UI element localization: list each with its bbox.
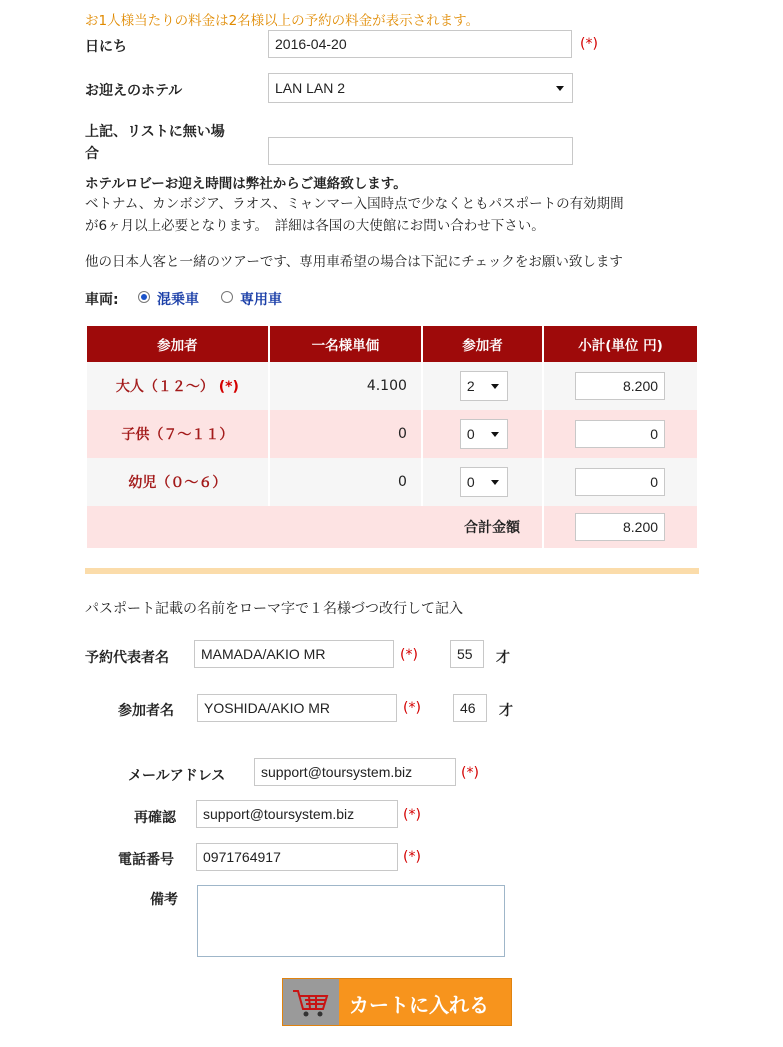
chevron-down-icon <box>491 384 499 389</box>
tour-note: 他の日本人客と一緒のツアーです、専用車希望の場合は下記にチェックをお願い致します <box>85 254 623 270</box>
shopping-cart-icon <box>283 979 339 1025</box>
hotel-select[interactable] <box>268 73 573 103</box>
date-label: 日にち <box>85 39 127 55</box>
qty-select[interactable] <box>460 419 508 449</box>
row-qty-cell <box>423 362 542 410</box>
participant-age-input[interactable] <box>453 694 487 722</box>
header-subtotal: 小計(単位 円) <box>544 326 697 362</box>
row-qty-cell <box>423 410 542 458</box>
row-price: 0 <box>270 458 421 506</box>
phone-label: 電話番号 <box>118 852 174 868</box>
vehicle-label: 車両: <box>85 292 119 308</box>
date-input[interactable] <box>268 30 572 58</box>
row-subtotal-cell <box>544 458 697 506</box>
rep-age-input[interactable] <box>450 640 484 668</box>
total-cell <box>544 506 697 548</box>
row-subtotal-cell <box>544 362 697 410</box>
phone-input[interactable] <box>196 843 398 871</box>
vehicle-radio-private[interactable] <box>221 291 233 303</box>
subtotal-field: 0 <box>575 468 665 496</box>
row-category-label: 大人（１２～） <box>115 379 214 395</box>
row-qty-cell <box>423 458 542 506</box>
hotel-other-label-line2: 合 <box>85 146 99 162</box>
table-row <box>87 458 697 506</box>
participant-label: 参加者名 <box>118 703 174 719</box>
phone-required: (*) <box>403 849 421 865</box>
passport-note-line1: ベトナム、カンボジア、ラオス、ミャンマー入国時点で少なくともパスポートの有効期間 <box>85 196 624 212</box>
qty-select[interactable] <box>460 467 508 497</box>
participant-age-unit: 才 <box>499 703 513 719</box>
hotel-label: お迎えのホテル <box>85 83 183 99</box>
hotel-other-label <box>85 121 225 165</box>
email-confirm-required: (*) <box>403 807 421 823</box>
price-notice: お1人様当たりの料金は2名様以上の予約の料金が表示されます。 <box>85 13 480 29</box>
participant-required: (*) <box>403 700 421 716</box>
table-total-row <box>87 506 697 548</box>
vehicle-option-private[interactable]: 専用車 <box>240 292 282 308</box>
total-label: 合計金額 <box>87 506 542 548</box>
fare-table <box>85 326 699 548</box>
hotel-other-input[interactable] <box>268 137 573 165</box>
qty-value: 0 <box>466 426 475 442</box>
header-participant: 参加者 <box>87 326 268 362</box>
table-row <box>87 362 697 410</box>
row-price: 0 <box>270 410 421 458</box>
qty-select[interactable] <box>460 371 508 401</box>
table-row <box>87 410 697 458</box>
passport-note <box>85 193 624 237</box>
fare-table-header <box>87 326 697 362</box>
participant-name-input[interactable] <box>197 694 397 722</box>
row-subtotal-cell <box>544 410 697 458</box>
email-required: (*) <box>461 765 479 781</box>
row-category <box>87 362 268 410</box>
header-qty: 参加者 <box>423 326 542 362</box>
chevron-down-icon <box>491 480 499 485</box>
add-to-cart-label: カートに入れる <box>349 993 489 1017</box>
cart-icon-box <box>283 979 339 1025</box>
names-note: パスポート記載の名前をローマ字で１名様づつ改行して記入 <box>85 601 463 617</box>
passport-note-line2: が6ヶ月以上必要となります。 詳細は各国の大使館にお問い合わせ下さい。 <box>85 218 545 234</box>
rep-age-unit: 才 <box>496 650 510 666</box>
vehicle-option-shared[interactable]: 混乗車 <box>157 292 199 308</box>
subtotal-field: 0 <box>575 420 665 448</box>
remarks-label: 備考 <box>150 892 178 908</box>
chevron-down-icon <box>491 432 499 437</box>
hotel-select-value: LAN LAN 2 <box>275 80 346 96</box>
hotel-other-label-line1: 上記、リストに無い場 <box>85 124 225 140</box>
rep-name-input[interactable] <box>194 640 394 668</box>
row-price: 4.100 <box>270 362 421 410</box>
vehicle-radio-shared[interactable] <box>138 291 150 303</box>
qty-value: 2 <box>466 378 475 394</box>
subtotal-field: 8.200 <box>575 372 665 400</box>
chevron-down-icon <box>556 86 564 91</box>
rep-required: (*) <box>400 647 418 663</box>
remarks-textarea[interactable] <box>197 885 505 957</box>
rep-label: 予約代表者名 <box>85 650 169 666</box>
qty-value: 0 <box>466 474 475 490</box>
row-category: 子供（７～１１） <box>87 410 268 458</box>
total-field: 8.200 <box>575 513 665 541</box>
section-divider <box>85 568 699 574</box>
date-required: (*) <box>580 36 598 52</box>
lobby-note: ホテルロビーお迎え時間は弊社からご連絡致します。 <box>85 176 407 192</box>
row-required: (*) <box>218 379 239 395</box>
header-unit-price: 一名様単価 <box>270 326 421 362</box>
email-input[interactable] <box>254 758 456 786</box>
add-to-cart-button[interactable] <box>282 978 512 1026</box>
email-label: メールアドレス <box>128 768 226 784</box>
email-confirm-input[interactable] <box>196 800 398 828</box>
row-category: 幼児（０～６） <box>87 458 268 506</box>
email-confirm-label: 再確認 <box>134 810 176 826</box>
